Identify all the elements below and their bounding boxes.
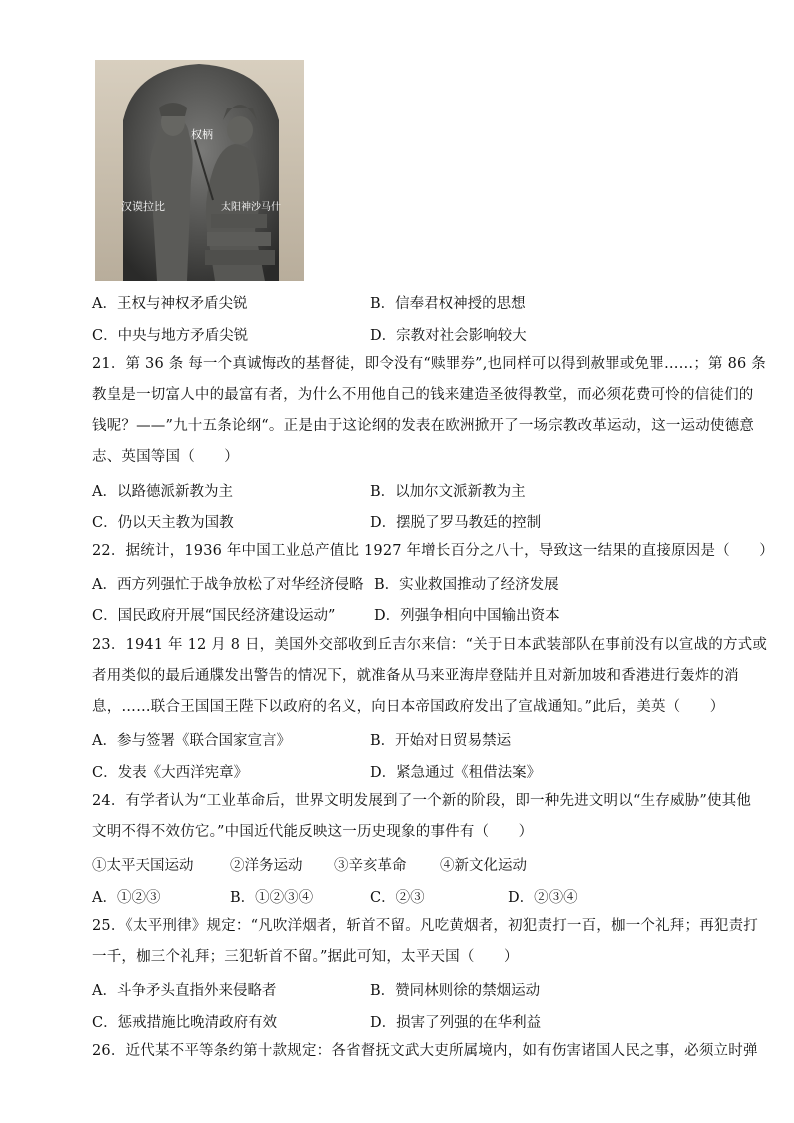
q20-option-a: A．王权与神权矛盾尖锐 xyxy=(92,296,248,312)
q21-option-d: D．摆脱了罗马教廷的控制 xyxy=(370,515,542,531)
q22-option-b: B．实业救国推动了经济发展 xyxy=(374,577,559,593)
q23-option-d: D．紧急通过《租借法案》 xyxy=(370,765,542,781)
q21-option-c: C．仍以天主教为国教 xyxy=(92,515,234,531)
q25-option-c: C．惩戒措施比晚清政府有效 xyxy=(92,1015,278,1031)
q21-stem-line-1: 21．第 36 条 每一个真诚悔改的基督徒，即令没有“赎罪券”,也同样可以得到赦罪或免罪……；第 86 条 xyxy=(92,356,766,372)
q25-option-d: D．损害了列强的在华利益 xyxy=(370,1015,542,1031)
q23-option-c: C．发表《大西洋宪章》 xyxy=(92,765,249,781)
q20-option-d: D．宗教对社会影响较大 xyxy=(370,328,527,344)
scepter-label: 权柄 xyxy=(191,129,213,141)
q21-option-b: B．以加尔文派新教为主 xyxy=(370,484,526,500)
hammurabi-stele-image xyxy=(95,60,304,281)
q24-item-1: ①太平天国运动 xyxy=(92,858,194,874)
q24-option-b: B．①②③④ xyxy=(230,890,314,906)
q22-option-c: C．国民政府开展“国民经济建设运动” xyxy=(92,608,336,624)
q26-stem-line-1: 26．近代某不平等条约第十款规定：各省督抚文武大吏所属境内，如有伤害诸国人民之事，必须立时弹 xyxy=(92,1043,758,1059)
q24-option-c: C．②③ xyxy=(370,890,425,906)
q21-stem-line-2: 教皇是一切富人中的最富有者，为什么不用他自己的钱来建造圣彼得教堂，而必须花费可怜的信徒们的 xyxy=(92,387,754,403)
q23-option-b: B．开始对日贸易禁运 xyxy=(370,733,512,749)
q25-stem-line-1: 25．《太平刑律》规定：“凡吹洋烟者，斩首不留。凡吃黄烟者，初犯责打一百，枷一个礼拜；再犯责打 xyxy=(92,918,759,934)
q25-option-a: A．斗争矛头直指外来侵略者 xyxy=(92,983,277,999)
q22-stem-line-1: 22．据统计，1936 年中国工业总产值比 1927 年增长百分之八十，导致这一结果的直接原因是（ ） xyxy=(92,543,774,559)
q22-option-d: D．列强争相向中国输出资本 xyxy=(374,608,560,624)
q24-option-a: A．①②③ xyxy=(92,890,161,906)
q24-stem-line-1: 24．有学者认为“工业革命后，世界文明发展到了一个新的阶段，即一种先进文明以“生存威胁”使其他 xyxy=(92,793,752,809)
stele-illustration xyxy=(95,60,304,281)
q20-option-b: B．信奉君权神授的思想 xyxy=(370,296,526,312)
q23-stem-line-2: 者用类似的最后通牒发出警告的情况下，就准备从马来亚海岸登陆并且对新加坡和香港进行轰炸的消 xyxy=(92,668,739,684)
q24-stem-line-2: 文明不得不效仿它。”中国近代能反映这一历史现象的事件有（ ） xyxy=(92,824,534,840)
q25-stem-line-2: 一千，枷三个礼拜；三犯斩首不留。”据此可知，太平天国（ ） xyxy=(92,949,519,965)
q20-option-c: C．中央与地方矛盾尖锐 xyxy=(92,328,249,344)
shamash-label: 太阳神沙马什 xyxy=(221,202,281,213)
q24-option-d: D．②③④ xyxy=(508,890,578,906)
q22-option-a: A．西方列强忙于战争放松了对华经济侵略 xyxy=(92,577,364,593)
q21-option-a: A．以路德派新教为主 xyxy=(92,484,233,500)
hammurabi-label: 汉谟拉比 xyxy=(121,201,165,213)
q23-stem-line-3: 息，……联合王国国王陛下以政府的名义，向日本帝国政府发出了宣战通知。”此后，美英（ ） xyxy=(92,699,725,715)
q25-option-b: B．赞同林则徐的禁烟运动 xyxy=(370,983,541,999)
q21-stem-line-3: 钱呢？——”九十五条论纲“。正是由于这论纲的发表在欧洲掀开了一场宗教改革运动，这一运动使德意 xyxy=(92,418,755,434)
q23-option-a: A．参与签署《联合国家宣言》 xyxy=(92,733,291,749)
q24-item-2: ②洋务运动 xyxy=(230,858,303,874)
q24-item-4: ④新文化运动 xyxy=(440,858,527,874)
q21-stem-line-4: 志、英国等国（ ） xyxy=(92,449,239,465)
q23-stem-line-1: 23．1941 年 12 月 8 日，美国外交部收到丘吉尔来信：“关于日本武装部队在事前没有以宣战的方式或 xyxy=(92,637,768,653)
q24-item-3: ③辛亥革命 xyxy=(334,858,407,874)
